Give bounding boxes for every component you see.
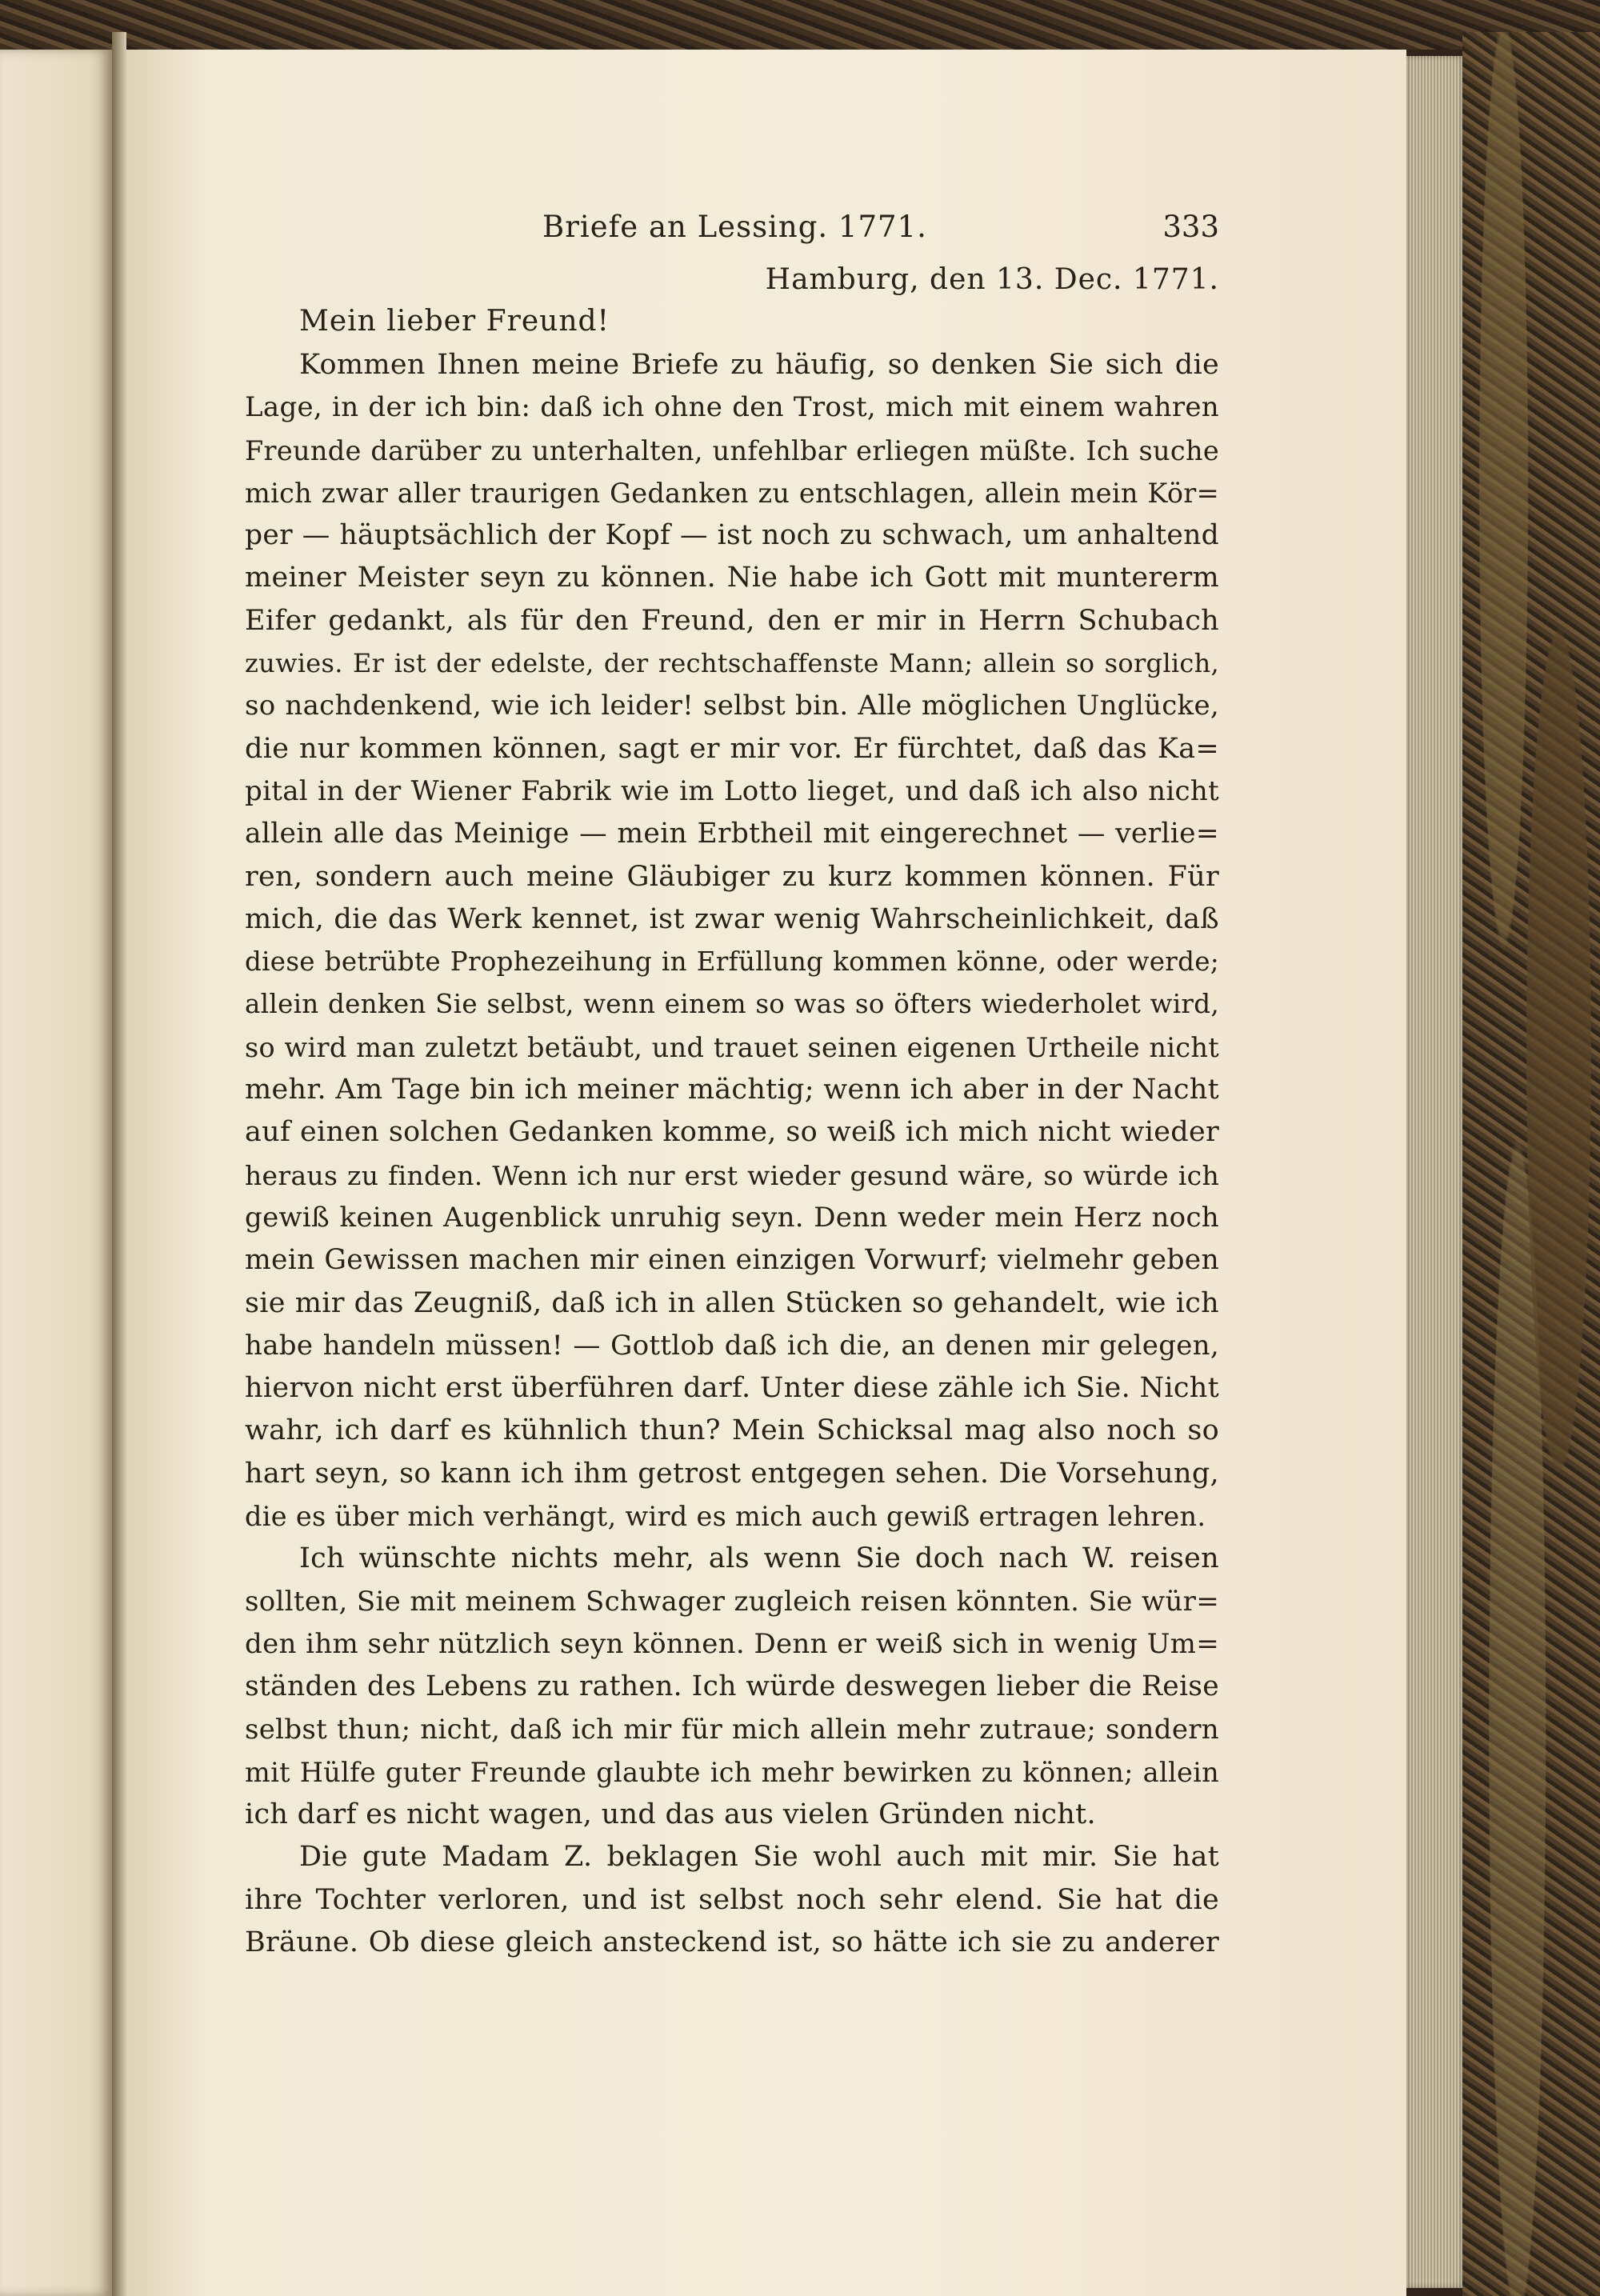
text-line: diese betrübte Prophezeihung in Erfüllung kommen könne, oder werde; bbox=[245, 946, 1219, 978]
text-line: hiervon nicht erst überführen darf. Unter diese zähle ich Sie. Nicht bbox=[245, 1372, 1219, 1405]
text-line: mehr. Am Tage bin ich meiner mächtig; wenn ich aber in der Nacht bbox=[245, 1074, 1219, 1106]
text-line: mich, die das Werk kennet, ist zwar wenig Wahrscheinlichkeit, daß bbox=[245, 902, 1219, 935]
text-line: so wird man zuletzt betäubt, und trauet seinen eigenen Urtheile nicht bbox=[245, 1031, 1219, 1063]
text-line: auf einen solchen Gedanken komme, so weiß ich mich nicht wieder bbox=[245, 1116, 1219, 1149]
text-line: Kommen Ihnen meine Briefe zu häufig, so denken Sie sich die bbox=[299, 349, 1219, 381]
text-line: wahr, ich darf es kühnlich thun? Mein Schicksal mag also noch so bbox=[245, 1414, 1219, 1447]
letter-dateline: Hamburg, den 13. Dec. 1771. bbox=[765, 263, 1219, 296]
text-line: die nur kommen können, sagt er mir vor. Er fürchtet, daß das Ka= bbox=[245, 732, 1219, 765]
text-line: allein alle das Meinige — mein Erbtheil mit eingerechnet — verlie= bbox=[245, 818, 1219, 850]
page-text-block bbox=[245, 210, 1219, 1964]
text-line: habe handeln müssen! — Gottlob daß ich die, an denen mir gelegen, bbox=[245, 1329, 1219, 1362]
text-line: sie mir das Zeugniß, daß ich in allen Stücken so gehandelt, wie ich bbox=[245, 1286, 1219, 1319]
text-line: Die gute Madam Z. beklagen Sie wohl auch mit mir. Sie hat bbox=[299, 1841, 1219, 1874]
text-line: allein denken Sie selbst, wenn einem so was so öfters wiederholet wird, bbox=[245, 989, 1219, 1020]
text-line: sollten, Sie mit meinem Schwager zugleich reisen könnten. Sie wür= bbox=[245, 1585, 1219, 1618]
text-line: Bräune. Ob diese gleich ansteckend ist, so hätte ich sie zu anderer bbox=[245, 1926, 1219, 1958]
text-line: Lage, in der ich bin: daß ich ohne den Trost, mich mit einem wahren bbox=[245, 391, 1219, 424]
text-line: Eifer gedankt, als für den Freund, den er mir in Herrn Schubach bbox=[245, 604, 1219, 637]
text-line: ständen des Lebens zu rathen. Ich würde deswegen lieber die Reise bbox=[245, 1670, 1219, 1703]
running-head bbox=[245, 210, 1219, 258]
text-line: pital in der Wiener Fabrik wie im Lotto lieget, und daß ich also nicht bbox=[245, 774, 1219, 807]
text-line: den ihm sehr nützlich seyn können. Denn er weiß sich in wenig Um= bbox=[245, 1627, 1219, 1660]
text-line: die es über mich verhängt, wird es mich auch gewiß ertragen lehren. bbox=[245, 1501, 1206, 1533]
text-line: selbst thun; nicht, daß ich mir für mich allein mehr zutraue; sondern bbox=[245, 1713, 1219, 1746]
text-line: mit Hülfe guter Freunde glaubte ich mehr bewirken zu können; allein bbox=[245, 1756, 1219, 1788]
text-line: heraus zu finden. Wenn ich nur erst wieder gesund wäre, so würde ich bbox=[245, 1159, 1219, 1191]
text-line: zuwies. Er ist der edelste, der rechtschaffenste Mann; allein so sorglich, bbox=[245, 648, 1219, 679]
text-line: per — häuptsächlich der Kopf — ist noch zu schwach, um anhaltend bbox=[245, 519, 1219, 552]
text-line: so nachdenkend, wie ich leider! selbst bin. Alle möglichen Unglücke, bbox=[245, 690, 1219, 722]
letter-body bbox=[245, 344, 1219, 1964]
text-line: Freunde darüber zu unterhalten, unfehlbar erliegen müßte. Ich suche bbox=[245, 434, 1219, 466]
marbled-cover-board bbox=[1462, 32, 1600, 2296]
text-line: mein Gewissen machen mir einen einzigen Vorwurf; vielmehr geben bbox=[245, 1244, 1219, 1277]
marbled-top-edge bbox=[0, 0, 1600, 50]
left-page-edge bbox=[0, 50, 112, 2296]
text-line: ich darf es nicht wagen, und das aus vielen Gründen nicht. bbox=[245, 1798, 1096, 1831]
text-line: mich zwar aller traurigen Gedanken zu entschlagen, allein mein Kör= bbox=[245, 477, 1219, 509]
page-number: 333 bbox=[1162, 210, 1219, 244]
text-line: gewiß keinen Augenblick unruhig seyn. Denn weder mein Herz noch bbox=[245, 1201, 1219, 1234]
text-line: meiner Meister seyn zu können. Nie habe ich Gott mit muntererm bbox=[245, 562, 1219, 594]
text-line: hart seyn, so kann ich ihm getrost entgegen sehen. Die Vorsehung, bbox=[245, 1457, 1219, 1490]
running-title: Briefe an Lessing. 1771. bbox=[542, 210, 927, 244]
letter-salutation: Mein lieber Freund! bbox=[299, 305, 610, 338]
page-stack-edges bbox=[1406, 56, 1462, 2288]
text-line: Ich wünschte nichts mehr, als wenn Sie doch nach W. reisen bbox=[299, 1542, 1219, 1575]
text-line: ren, sondern auch meine Gläubiger zu kurz kommen können. Für bbox=[245, 860, 1219, 893]
book-gutter bbox=[112, 32, 126, 2296]
text-line: ihre Tochter verloren, und ist selbst noch sehr elend. Sie hat die bbox=[245, 1883, 1219, 1916]
